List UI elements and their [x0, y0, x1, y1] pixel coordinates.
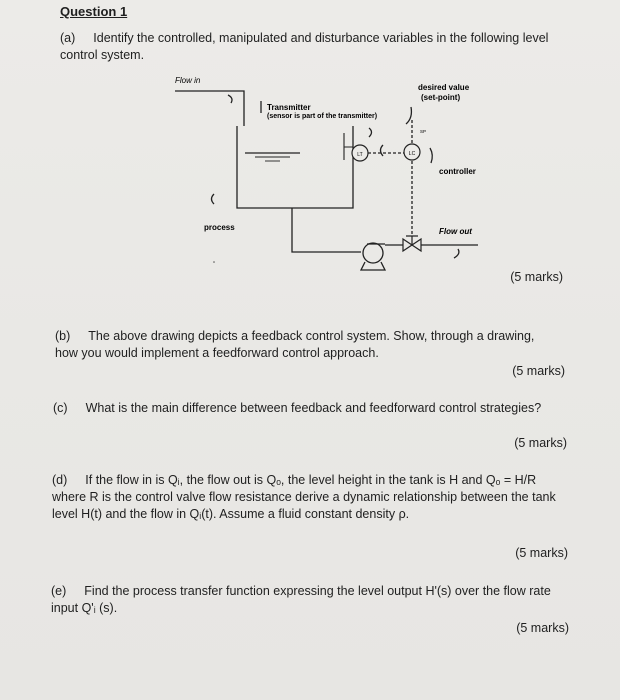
part-e-label: (e): [51, 584, 67, 598]
part-d-marks: (5 marks): [515, 546, 568, 560]
sensor-line: [344, 133, 353, 160]
pump-icon: [363, 243, 383, 263]
label-desired-value: desired value: [418, 83, 470, 92]
lt-tag: LT: [357, 152, 363, 158]
inlet-pipe: [175, 91, 244, 126]
part-c-marks: (5 marks): [514, 436, 567, 450]
part-a-text: Identify the controlled, manipulated and disturbance variables in the following level control system.: [60, 31, 549, 62]
part-b-text: The above drawing depicts a feedback control system. Show, through a drawing, how you would implement a feedforward control approach.: [55, 329, 535, 360]
label-transmitter-note: (sensor is part of the transmitter): [267, 113, 378, 120]
part-c-label: (c): [53, 401, 68, 415]
part-c: [53, 400, 568, 417]
lc-tag: LC: [408, 151, 416, 157]
dot-mark: [213, 261, 215, 263]
part-d-label: (d): [52, 473, 68, 487]
label-controller: controller: [439, 167, 476, 176]
sp-tag: SP: [420, 129, 427, 134]
part-e-text: Find the process transfer function expressing the level output H'(s) over the flow rate input Q'ᵢ (s).: [51, 584, 551, 615]
arrow-controller: [430, 148, 432, 163]
part-b-label: (b): [55, 329, 71, 343]
arrow-flow-out: [454, 249, 459, 258]
part-b-marks: (5 marks): [512, 364, 565, 378]
outlet-pipe: [292, 208, 361, 252]
question-title: Question 1: [60, 4, 128, 19]
part-d-text: If the flow in is Qᵢ, the flow out is Qₒ, the level height in the tank is H and Qₒ = H/R where R is the control valve flow resistance derive a dynamic relationship between the tank level H(t) and the flow in Qᵢ(t). Assume a fluid constant density ρ.: [52, 473, 556, 521]
arrow-lt: [381, 145, 384, 156]
label-set-point: (set-point): [421, 93, 461, 102]
part-c-text: What is the main difference between feedback and feedforward control strategies?: [85, 401, 542, 415]
arrow-flow-in: [228, 95, 232, 103]
part-e: [51, 583, 569, 617]
tank: [237, 126, 353, 208]
label-process: process: [204, 223, 235, 232]
arrow-process: [212, 194, 215, 204]
label-flow-out: Flow out: [439, 227, 472, 236]
part-a-marks: (5 marks): [510, 270, 563, 284]
part-b: [55, 328, 545, 362]
control-valve-icon: [403, 236, 421, 251]
arrow-setpoint: [406, 107, 411, 124]
part-d: [52, 472, 570, 523]
label-flow-in: Flow in: [175, 76, 201, 85]
arrow-transmitter-to-lt: [369, 128, 372, 137]
part-e-marks: (5 marks): [516, 621, 569, 635]
part-a-label: (a): [60, 31, 76, 45]
label-transmitter: Transmitter: [267, 103, 311, 112]
